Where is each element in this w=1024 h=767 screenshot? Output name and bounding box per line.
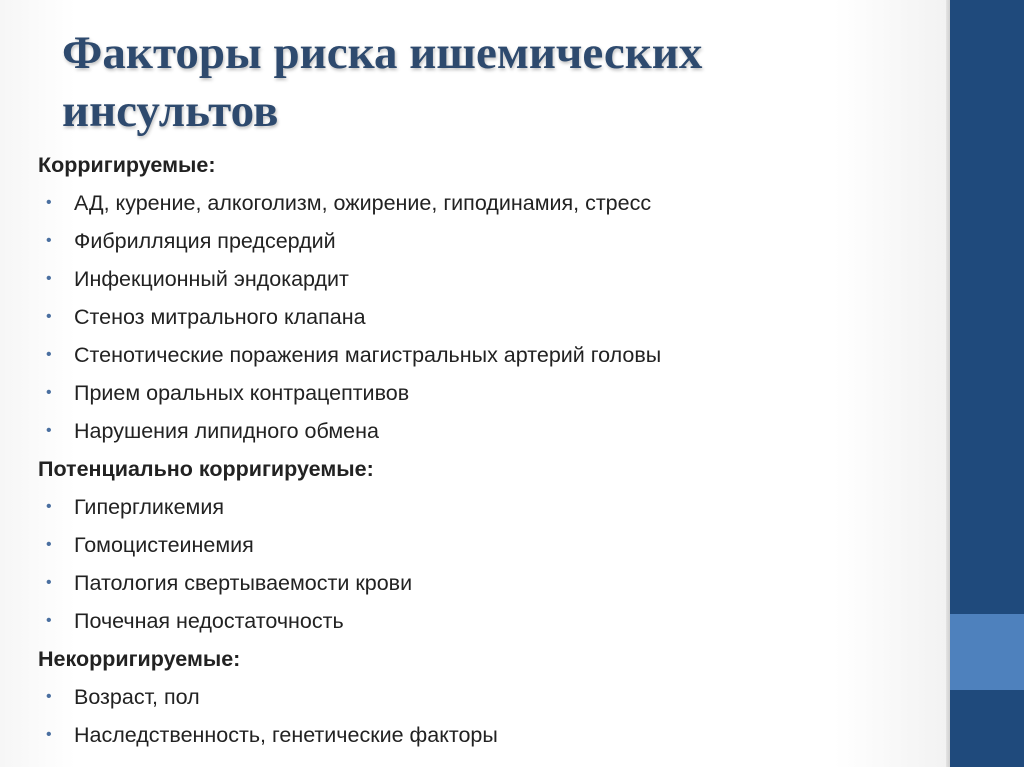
list-item	[38, 602, 938, 640]
bullet-icon: •	[46, 726, 52, 743]
section-non-correctable	[38, 640, 938, 754]
bullet-icon: •	[46, 498, 52, 515]
list-item	[38, 298, 938, 336]
bullet-icon: •	[46, 688, 52, 705]
list-item	[38, 678, 938, 716]
bullet-icon: •	[46, 612, 52, 629]
list-item-text: Гипергликемия	[74, 495, 224, 519]
sidebar-accent-block	[950, 614, 1024, 690]
list-item	[38, 184, 938, 222]
list-item-text: АД, курение, алкоголизм, ожирение, гиподинамия, стресс	[74, 191, 652, 215]
bullet-icon: •	[46, 194, 52, 211]
bullet-icon: •	[46, 536, 52, 553]
list-item-text: Фибрилляция предсердий	[74, 229, 336, 253]
list-item	[38, 716, 938, 754]
list-item	[38, 374, 938, 412]
bullet-icon: •	[46, 270, 52, 287]
list-item-text: Прием оральных контрацептивов	[74, 381, 410, 405]
list-item	[38, 526, 938, 564]
slide-title: Факторы риска ишемических инсультов	[62, 27, 703, 137]
bullet-icon: •	[46, 422, 52, 439]
list-item-text: Гомоцистеинемия	[74, 533, 254, 557]
section-correctable	[38, 146, 938, 450]
bullet-icon: •	[46, 574, 52, 591]
section-heading: Некорригируемые:	[38, 647, 241, 671]
bullet-icon: •	[46, 232, 52, 249]
bullet-icon: •	[46, 346, 52, 363]
list-item-text: Наследственность, генетические факторы	[74, 723, 498, 747]
slide-content	[38, 146, 938, 754]
list-item	[38, 564, 938, 602]
section-heading: Корригируемые:	[38, 153, 216, 177]
list-item-text: Стеноз митрального клапана	[74, 305, 366, 329]
list-item-text: Почечная недостаточность	[74, 609, 344, 633]
bullet-list	[38, 678, 938, 754]
list-item-text: Нарушения липидного обмена	[74, 419, 379, 443]
list-item	[38, 412, 938, 450]
list-item-text: Стенотические поражения магистральных артерий головы	[74, 343, 662, 367]
list-item	[38, 222, 938, 260]
bullet-list	[38, 488, 938, 640]
list-item	[38, 488, 938, 526]
list-item	[38, 336, 938, 374]
bullet-icon: •	[46, 384, 52, 401]
list-item	[38, 260, 938, 298]
list-item-text: Возраст, пол	[74, 685, 200, 709]
section-potentially-correctable	[38, 450, 938, 640]
bullet-list	[38, 184, 938, 450]
list-item-text: Патология свертываемости крови	[74, 571, 413, 595]
list-item-text: Инфекционный эндокардит	[74, 267, 349, 291]
section-heading: Потенциально корригируемые:	[38, 457, 374, 481]
bullet-icon: •	[46, 308, 52, 325]
